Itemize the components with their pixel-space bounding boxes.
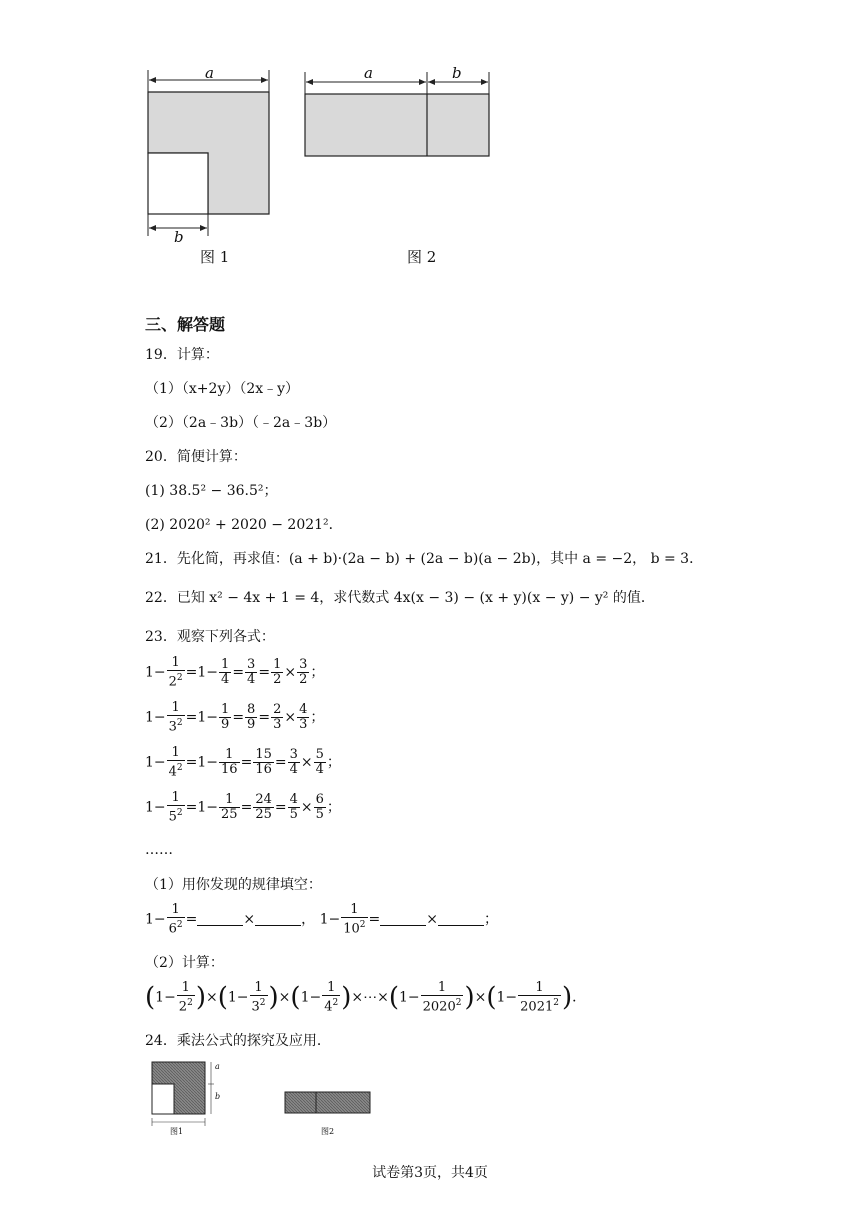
- q20-part1: (1) 38.5² − 36.5²；: [145, 483, 278, 499]
- figure-1: [140, 60, 280, 245]
- fig1-label-a: a: [205, 64, 214, 82]
- answer-blank[interactable]: [255, 913, 301, 926]
- q23-row-4: 1− $\frac{1}{5^2}$ =1− $\frac{1}{25}$ = $\frac{24}{25}$ = $\frac{4}{5}$ × $\frac{6}{5}$ ；: [145, 790, 341, 825]
- fig1-label-b: b: [174, 228, 184, 246]
- q19-head: 19．计算：: [145, 347, 219, 363]
- q23-row-3: 1− $\frac{1}{4^2}$ =1− $\frac{1}{16}$ = $\frac{15}{16}$ = $\frac{3}{4}$ × $\frac{5}{4}$ ；: [145, 745, 341, 780]
- q23-product-expression: (1− $\frac{1}{2^2}$ )×(1− $\frac{1}{3^2}$ )×(1− $\frac{1}{4^2}$ )×⋯×(1− $\frac{1}{2020^2}$ )×(1− $\frac{1}{2021^2}$ )．: [145, 980, 587, 1015]
- q23-fill-blank: 1− $\frac{1}{6^2}$ = × ， 1− $\frac{1}{10^2}$ = × ；: [145, 902, 498, 937]
- fig2-label-a: a: [364, 64, 373, 82]
- fig2-caption: 图 2: [407, 248, 437, 266]
- q24-fig1-caption: 图1: [170, 1127, 184, 1136]
- q20-head: 20．简便计算：: [145, 449, 247, 465]
- figure-2: [298, 60, 498, 170]
- q21-text: 21．先化简，再求值：(a + b)·(2a − b) + (2a − b)(a − 2b)，其中 a = −2， b = 3．: [145, 551, 704, 567]
- q24-fig1-label-b: b: [215, 1092, 221, 1101]
- q23-ellipsis: ……: [145, 842, 173, 858]
- q23-row-2: 1− $\frac{1}{3^2}$ =1− $\frac{1}{9}$ = $\frac{8}{9}$ = $\frac{2}{3}$ × $\frac{4}{3}$ ；: [145, 700, 325, 735]
- answer-blank[interactable]: [197, 913, 243, 926]
- q23-row-1: 1− $\frac{1}{2^2}$ =1− $\frac{1}{4}$ = $\frac{3}{4}$ = $\frac{1}{2}$ × $\frac{3}{2}$ ；: [145, 655, 325, 690]
- q22-text: 22．已知 x² − 4x + 1 = 4，求代数式 4x(x − 3) − (x + y)(x − y) − y² 的值．: [145, 590, 655, 606]
- q24-fig1-label-a: a: [215, 1062, 220, 1071]
- fig2-label-b: b: [452, 64, 462, 82]
- q24-text: 24．乘法公式的探究及应用．: [145, 1033, 331, 1049]
- q19-part2: （2）（2a﹣3b）（﹣2a﹣3b）: [145, 415, 337, 431]
- q24-figure-2: [282, 1088, 374, 1118]
- q23-part2: （2）计算：: [145, 955, 224, 971]
- q24-figure-1: [146, 1058, 226, 1142]
- answer-blank[interactable]: [438, 913, 484, 926]
- q23-part1: （1）用你发现的规律填空：: [145, 877, 322, 893]
- page-footer: 试卷第3页，共4页: [372, 1165, 488, 1181]
- q24-fig2-caption: 图2: [321, 1127, 335, 1136]
- q23-head: 23．观察下列各式：: [145, 629, 275, 645]
- q20-part2: (2) 2020² + 2020 − 2021²．: [145, 517, 343, 533]
- q19-part1: （1）（x+2y）（2x﹣y）: [145, 381, 300, 397]
- fig1-caption: 图 1: [200, 248, 230, 266]
- answer-blank[interactable]: [380, 913, 426, 926]
- section-title: 三、解答题: [145, 315, 226, 334]
